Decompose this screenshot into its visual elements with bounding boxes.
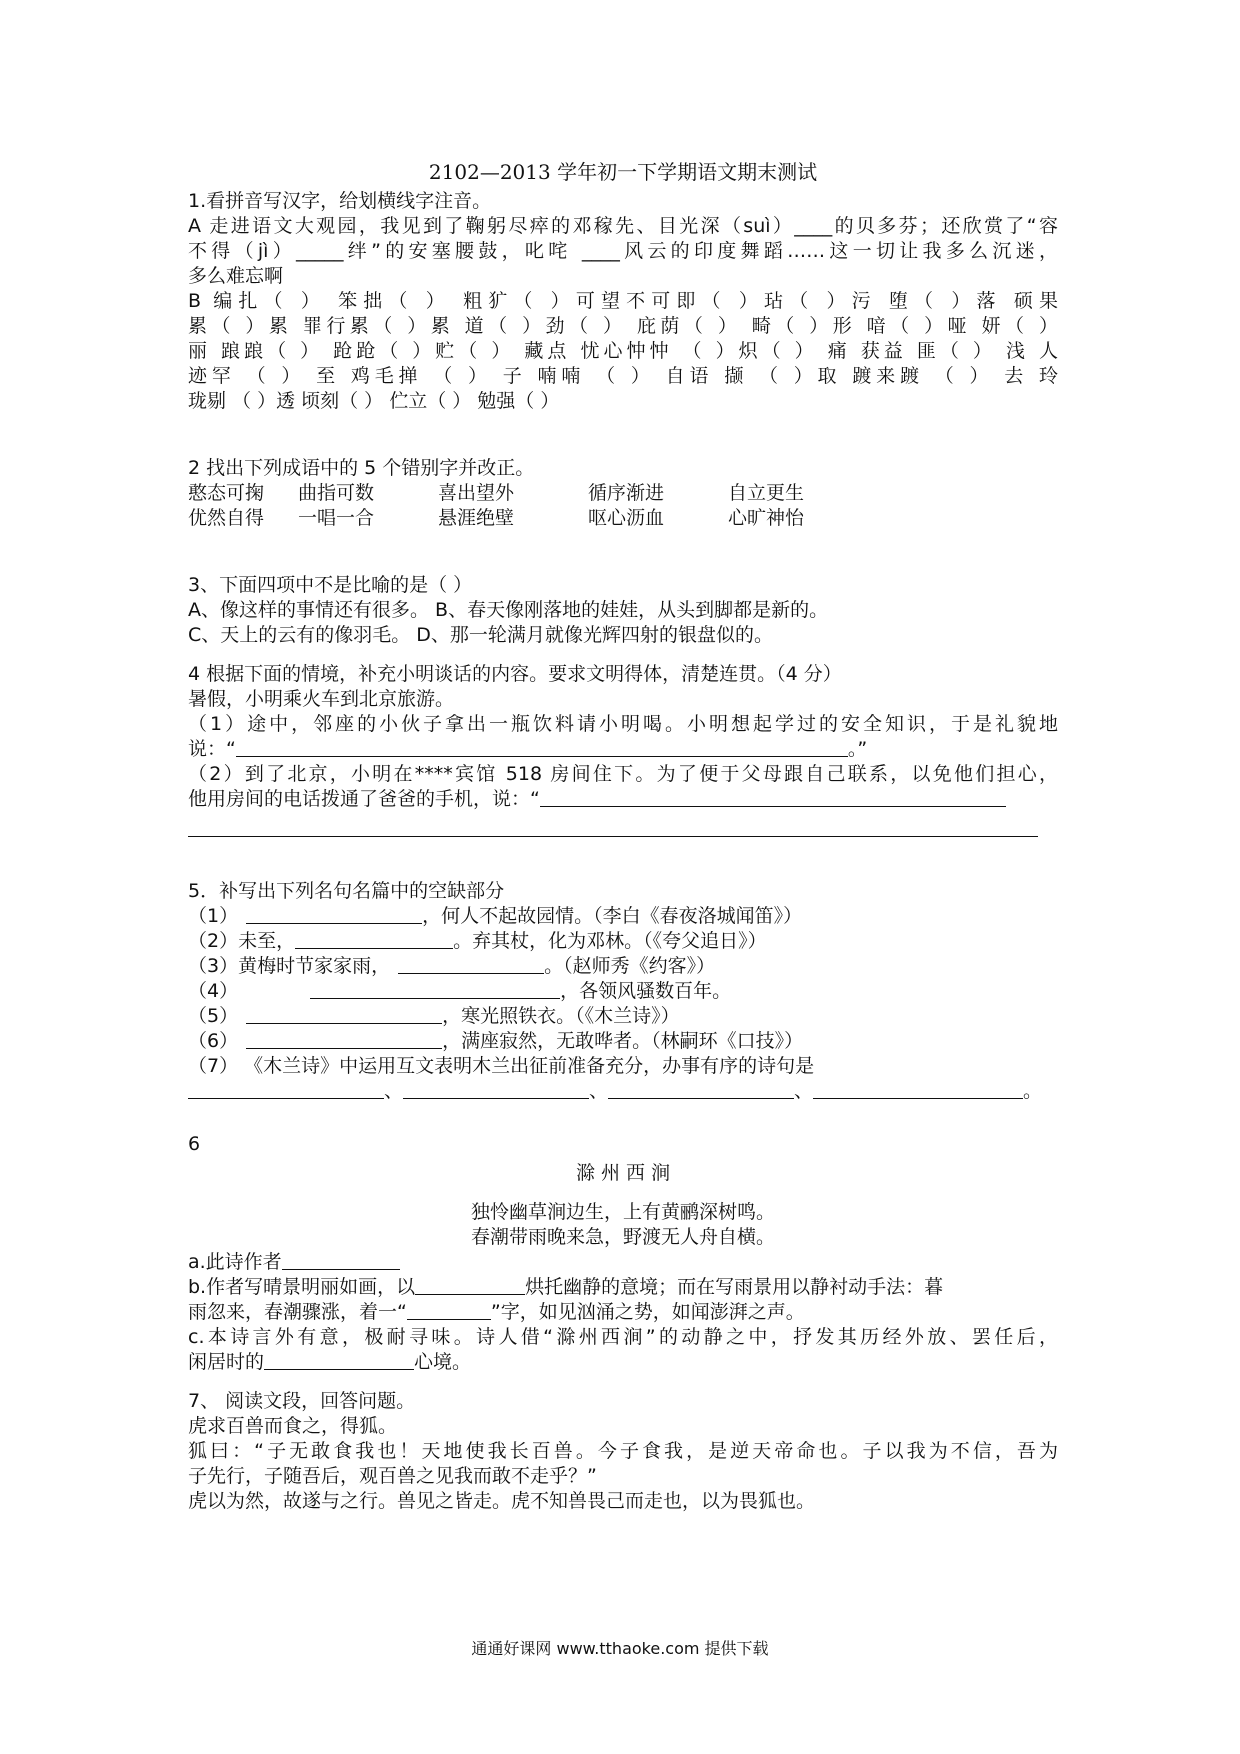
- q5-heading: 5．补写出下列名句名篇中的空缺部分: [188, 880, 505, 902]
- spacer: [188, 648, 1058, 662]
- q5-item-7-blanks: [188, 1079, 1058, 1104]
- q1-b-line-1: B 编扎（ ） 笨拙（ ） 粗犷（ ）可望不可即（ ）玷（ ）污 堕（ ）落 硕果: [188, 290, 1058, 312]
- answer-blank[interactable]: [407, 1301, 491, 1320]
- q7-text-line-2: 狐曰：“子无敢食我也！天地使我长百兽。今子食我，是逆天帝命也。子以我为不信，吾为: [188, 1440, 1058, 1462]
- question-6: [188, 1132, 1058, 1375]
- item-label: （3）黄梅时节家家雨，: [188, 955, 391, 977]
- end-mark: 。: [1023, 1080, 1043, 1102]
- page-footer: 通通好课网 www.tthaoke.com 提供下载: [471, 1639, 769, 1658]
- q4-heading: 4 根据下面的情境，补充小明谈话的内容。要求文明得体，清楚连贯。（4 分）: [188, 663, 842, 685]
- spacer: [188, 837, 1058, 865]
- q4-part-1-line-2: [188, 737, 1058, 762]
- question-3: [188, 573, 1058, 648]
- q6-number: 6: [188, 1133, 201, 1155]
- question-1: [188, 189, 1058, 414]
- item-label: （6）: [188, 1030, 239, 1052]
- idiom: 一唱一合: [298, 507, 375, 529]
- poem-line-2: 春潮带雨晚来急，野渡无人舟自横。: [470, 1226, 775, 1248]
- q2-idiom-row-2: [188, 506, 1058, 531]
- answer-blank[interactable]: [403, 1080, 589, 1099]
- q6-b-line-1: [188, 1275, 1058, 1300]
- item-text: ，各领风骚数百年。: [560, 980, 732, 1002]
- item-label: （2）未至，: [188, 930, 296, 952]
- q4-part-2-line-2: [188, 787, 1058, 812]
- idiom: 循序渐进: [588, 482, 665, 504]
- q4-p1-say: 说：“: [188, 738, 236, 760]
- answer-blank[interactable]: [540, 788, 1006, 807]
- q7-heading: 7、 阅读文段，回答问题。: [188, 1390, 416, 1412]
- item-text: 。（赵师秀《约客》）: [544, 955, 716, 977]
- exam-page: [188, 160, 1058, 1514]
- answer-blank[interactable]: [236, 738, 848, 757]
- q6-c-line-1: c.本诗言外有意，极耐寻味。诗人借“滁州西涧”的动静之中，抒发其历经外放、罢任后，: [188, 1326, 1058, 1348]
- q1-b-line-4: 迹罕 （ ） 至 鸡毛掸 （ ） 子 喃喃 （ ） 自语 撷 （ ）取 踱来踱 （ ） 去 玲: [188, 365, 1058, 387]
- q5-item-3: [188, 954, 1058, 979]
- answer-blank[interactable]: [282, 1251, 400, 1270]
- q4-intro: 暑假，小明乘火车到北京旅游。: [188, 688, 455, 710]
- q5-item-1: [188, 904, 1058, 929]
- q1-a-line-2: 不得（jì）_____绊”的安塞腰鼓，叱咤 ____风云的印度舞蹈……这一切让我多么沉迷，: [188, 240, 1058, 262]
- item-label: （5）: [188, 1005, 239, 1027]
- q5-item-4: [188, 979, 1058, 1004]
- q6-a: [188, 1250, 1058, 1275]
- q5-item-5: [188, 1004, 1058, 1029]
- spacer: [188, 865, 1058, 879]
- item-text: 。弃其杖，化为邓林。（《夸父追日》）: [453, 930, 767, 952]
- q6-a-text: a.此诗作者: [188, 1251, 282, 1273]
- item-text: ，寒光照铁衣。（《木兰诗》）: [442, 1005, 680, 1027]
- page-title: 2102—2013 学年初一下学期语文期末测试: [428, 160, 818, 184]
- idiom: 悬涯绝壁: [438, 507, 515, 529]
- spacer: [188, 1375, 1058, 1389]
- q7-text-line-4: 虎以为然，故遂与之行。兽见之皆走。虎不知兽畏己而走也，以为畏狐也。: [188, 1490, 816, 1512]
- item-label: （4）: [188, 980, 239, 1002]
- question-4: [188, 662, 1058, 837]
- q7-text-line-1: 虎求百兽而食之，得狐。: [188, 1415, 398, 1437]
- q1-heading: 1.看拼音写汉字，给划横线字注音。: [188, 190, 492, 212]
- q6-b-text: 雨忽来，春潮骤涨，着一“: [188, 1301, 407, 1323]
- q6-b-text: ”字，如见汹涌之势，如闻澎湃之声。: [490, 1301, 805, 1323]
- q2-heading: 2 找出下列成语中的 5 个错别字并改正。: [188, 457, 535, 479]
- answer-blank[interactable]: [188, 1080, 384, 1099]
- answer-blank[interactable]: [246, 1030, 442, 1049]
- answer-blank[interactable]: [415, 1276, 525, 1295]
- answer-blank[interactable]: [310, 980, 560, 999]
- idiom: 心旷神怡: [728, 507, 805, 529]
- spacer: [188, 442, 1058, 456]
- answer-line[interactable]: [188, 812, 1038, 837]
- q7-text-line-3: 子先行，子随吾后，观百兽之见我而敢不走乎？”: [188, 1465, 597, 1487]
- spacer: [188, 531, 1058, 559]
- separator: 、: [589, 1080, 609, 1102]
- idiom: 优然自得: [188, 507, 265, 529]
- q5-item-7: （7） 《木兰诗》中运用互文表明木兰出征前准备充分，办事有序的诗句是: [188, 1055, 815, 1077]
- q6-c-text: 心境。: [414, 1351, 472, 1373]
- answer-blank[interactable]: [608, 1080, 794, 1099]
- answer-blank[interactable]: [246, 905, 422, 924]
- q1-b-line-3: 丽 踉踉（ ） 跄跄（ ）贮（ ） 藏点 忧心忡忡 （ ）炽（ ） 痛 获益 匪（ ） 浅 人: [188, 340, 1058, 362]
- separator: 、: [384, 1080, 404, 1102]
- idiom: 喜出望外: [438, 482, 515, 504]
- item-label: （1）: [188, 905, 239, 927]
- q2-idiom-row-1: [188, 481, 1058, 506]
- q6-b-text: 烘托幽静的意境；而在写雨景用以静衬动手法：暮: [525, 1276, 944, 1298]
- q4-p2-say: 他用房间的电话拨通了爸爸的手机，说：“: [188, 788, 540, 810]
- question-5: [188, 879, 1058, 1104]
- item-text: ，何人不起故园情。（李白《春夜洛城闻笛》）: [422, 905, 803, 927]
- q4-part-2-line-1: （2）到了北京，小明在****宾馆 518 房间住下。为了便于父母跟自己联系，以免他们担心，: [188, 763, 1058, 785]
- item-text: ，满座寂然，无敢哗者。（林嗣环《口技》）: [442, 1030, 804, 1052]
- spacer: [188, 1186, 1058, 1200]
- answer-blank[interactable]: [398, 955, 544, 974]
- question-7: [188, 1389, 1058, 1514]
- q5-item-6: [188, 1029, 1058, 1054]
- q1-b-line-5: 珑剔 （ ）透 顷刻（ ） 伫立（ ） 勉强（ ）: [188, 390, 560, 412]
- answer-blank[interactable]: [246, 1005, 442, 1024]
- answer-blank[interactable]: [813, 1080, 1023, 1099]
- spacer: [188, 1104, 1058, 1132]
- separator: 、: [794, 1080, 814, 1102]
- q1-b-line-2: 累（ ）累 罪行累（ ）累 道（ ）劲（ ） 庇荫（ ） 畸（ ）形 喑（ ）哑 妍（ ）: [188, 315, 1058, 337]
- q6-c-text: 闲居时的: [188, 1351, 265, 1373]
- q1-a-line-1: A 走进语文大观园，我见到了鞠躬尽瘁的邓稼先、目光深（suì）____的贝多芬；还欣赏了“容: [188, 215, 1058, 237]
- q6-c-line-2: [188, 1350, 1058, 1375]
- q6-b-line-2: [188, 1300, 1058, 1325]
- q1-a-line-3: 多么难忘啊: [188, 265, 284, 287]
- q3-heading: 3、下面四项中不是比喻的是（ ）: [188, 574, 473, 596]
- spacer: [188, 559, 1058, 573]
- q3-options-ab: A、像这样的事情还有很多。 B、春天像刚落地的娃娃，从头到脚都是新的。: [188, 599, 829, 621]
- idiom: 自立更生: [728, 482, 805, 504]
- idiom: 曲指可数: [298, 482, 375, 504]
- answer-blank[interactable]: [264, 1351, 414, 1370]
- q3-options-cd: C、天上的云有的像羽毛。 D、那一轮满月就像光辉四射的银盘似的。: [188, 624, 773, 646]
- idiom: 憨态可掬: [188, 482, 265, 504]
- poem-title: 滁 州 西 涧: [575, 1162, 671, 1184]
- poem-line-1: 独怜幽草涧边生，上有黄鹂深树鸣。: [470, 1201, 775, 1223]
- q6-b-text: b.作者写晴景明丽如画，以: [188, 1276, 416, 1298]
- question-2: [188, 456, 1058, 531]
- answer-blank[interactable]: [295, 930, 453, 949]
- q5-item-2: [188, 929, 1058, 954]
- spacer: [188, 414, 1058, 442]
- idiom: 呕心沥血: [588, 507, 665, 529]
- q4-p1-close: 。”: [847, 738, 868, 760]
- q4-part-1-line-1: （1）途中，邻座的小伙子拿出一瓶饮料请小明喝。小明想起学过的安全知识，于是礼貌地: [188, 713, 1058, 735]
